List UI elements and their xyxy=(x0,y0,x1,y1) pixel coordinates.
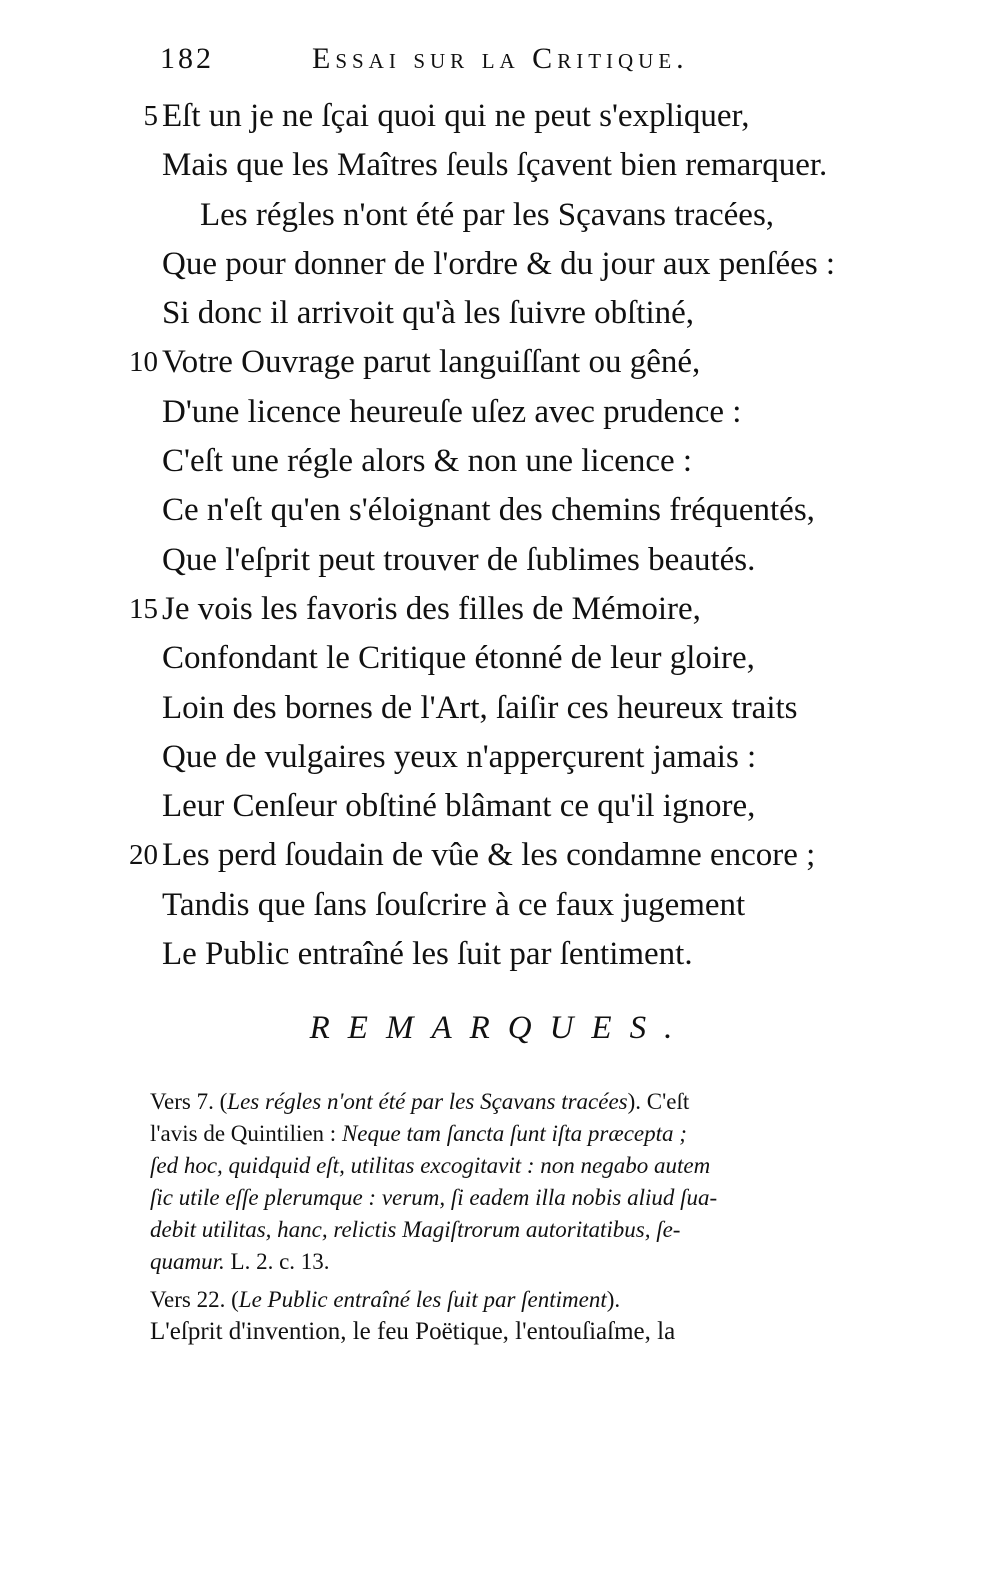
verse-text: Si donc il arrivoit qu'à les ſuivre obſtiné, xyxy=(162,295,695,332)
verse-text: C'eſt une régle alors & non une licence : xyxy=(162,443,693,480)
verse-line xyxy=(0,338,1000,387)
line-number: 20 xyxy=(129,839,158,872)
note-line xyxy=(150,1118,870,1150)
verse-text: Je vois les favoris des filles de Mémoire, xyxy=(162,590,701,627)
verse-text: Que pour donner de l'ordre & du jour aux penſées : xyxy=(162,245,836,282)
verse-line xyxy=(0,930,1000,979)
running-header xyxy=(160,42,800,82)
verse-text: Ce n'eſt qu'en s'éloignant des chemins fréquentés, xyxy=(162,492,815,529)
verse-text: Leur Cenſeur obſtiné blâmant ce qu'il ignore, xyxy=(162,788,756,825)
running-title: Essai sur la Critique. xyxy=(312,42,689,75)
note-quote: Neque tam ſancta ſunt iſta præcepta ; xyxy=(341,1121,687,1146)
note-line xyxy=(150,1214,870,1246)
note-text: Vers 22. ( xyxy=(150,1287,239,1312)
note-text: L. 2. c. 13. xyxy=(224,1249,330,1274)
poem-verses xyxy=(0,92,1000,979)
note-quote: Les régles n'ont été par les Sçavans tracées xyxy=(227,1089,628,1114)
verse-line xyxy=(0,684,1000,733)
note-text: ). xyxy=(606,1287,621,1312)
line-number: 15 xyxy=(129,592,158,625)
verse-line xyxy=(0,388,1000,437)
note-line xyxy=(150,1284,870,1316)
verse-line xyxy=(0,585,1000,634)
note-quote: debit utilitas, hanc, relictis Magiſtrorum autoritatibus, ſe- xyxy=(150,1217,681,1242)
verse-text: Mais que les Maîtres ſeuls ſçavent bien remarquer. xyxy=(162,147,828,184)
verse-text: D'une licence heureuſe uſez avec prudence : xyxy=(162,393,742,430)
verse-line xyxy=(0,536,1000,585)
note-quote: ſic utile eſſe plerumque : verum, ſi eadem illa nobis aliud ſua- xyxy=(150,1185,718,1210)
note-line xyxy=(150,1246,870,1278)
note-quote: ſed hoc, quidquid eſt, utilitas excogitavit : non negabo autem xyxy=(150,1153,711,1178)
line-number: 5 xyxy=(143,100,158,132)
verse-line xyxy=(0,289,1000,338)
page-number: 182 xyxy=(160,42,214,75)
note-line xyxy=(150,1316,870,1348)
verse-text: Les régles n'ont été par les Sçavans tracées, xyxy=(200,196,775,233)
verse-line xyxy=(0,141,1000,190)
remarques-heading: REMARQUES. xyxy=(309,1010,691,1046)
note-line xyxy=(150,1150,870,1182)
verse-line xyxy=(0,831,1000,880)
verse-line xyxy=(0,240,1000,289)
note-quote: Le Public entraîné les ſuit par ſentiment xyxy=(238,1287,607,1312)
verse-text: Que l'eſprit peut trouver de ſublimes beautés. xyxy=(162,541,756,578)
verse-text: Les perd ſoudain de vûe & les condamne encore ; xyxy=(162,837,816,874)
note-text: L'eſprit d'invention, le feu Poëtique, l'entouſiaſme, la xyxy=(150,1318,676,1345)
verse-line xyxy=(0,437,1000,486)
verse-line xyxy=(0,634,1000,683)
verse-line xyxy=(0,733,1000,782)
verse-text: Loin des bornes de l'Art, ſaiſir ces heureux traits xyxy=(162,689,798,726)
verse-text: Que de vulgaires yeux n'apperçurent jamais : xyxy=(162,738,757,775)
note-line xyxy=(150,1086,870,1118)
note-text: ). C'eſt xyxy=(627,1089,690,1114)
verse-text: Le Public entraîné les ſuit par ſentiment. xyxy=(162,936,693,973)
verse-line xyxy=(0,881,1000,930)
verse-text: Tandis que ſans ſouſcrire à ce faux jugement xyxy=(162,886,746,923)
remarques-notes xyxy=(150,1086,870,1348)
note-text: Vers 7. ( xyxy=(150,1089,228,1114)
verse-line xyxy=(0,191,1000,240)
verse-text: Votre Ouvrage parut languiſſant ou gêné, xyxy=(162,344,701,381)
note-quote: quamur. xyxy=(150,1249,225,1274)
verse-line xyxy=(0,92,1000,141)
verse-line xyxy=(0,486,1000,535)
verse-text: Confondant le Critique étonné de leur gloire, xyxy=(162,640,755,677)
line-number: 10 xyxy=(129,346,158,379)
note-line xyxy=(150,1182,870,1214)
note-text: l'avis de Quintilien : xyxy=(150,1121,342,1146)
verse-line xyxy=(0,782,1000,831)
verse-text: Eſt un je ne ſçai quoi qui ne peut s'expliquer, xyxy=(162,98,750,134)
